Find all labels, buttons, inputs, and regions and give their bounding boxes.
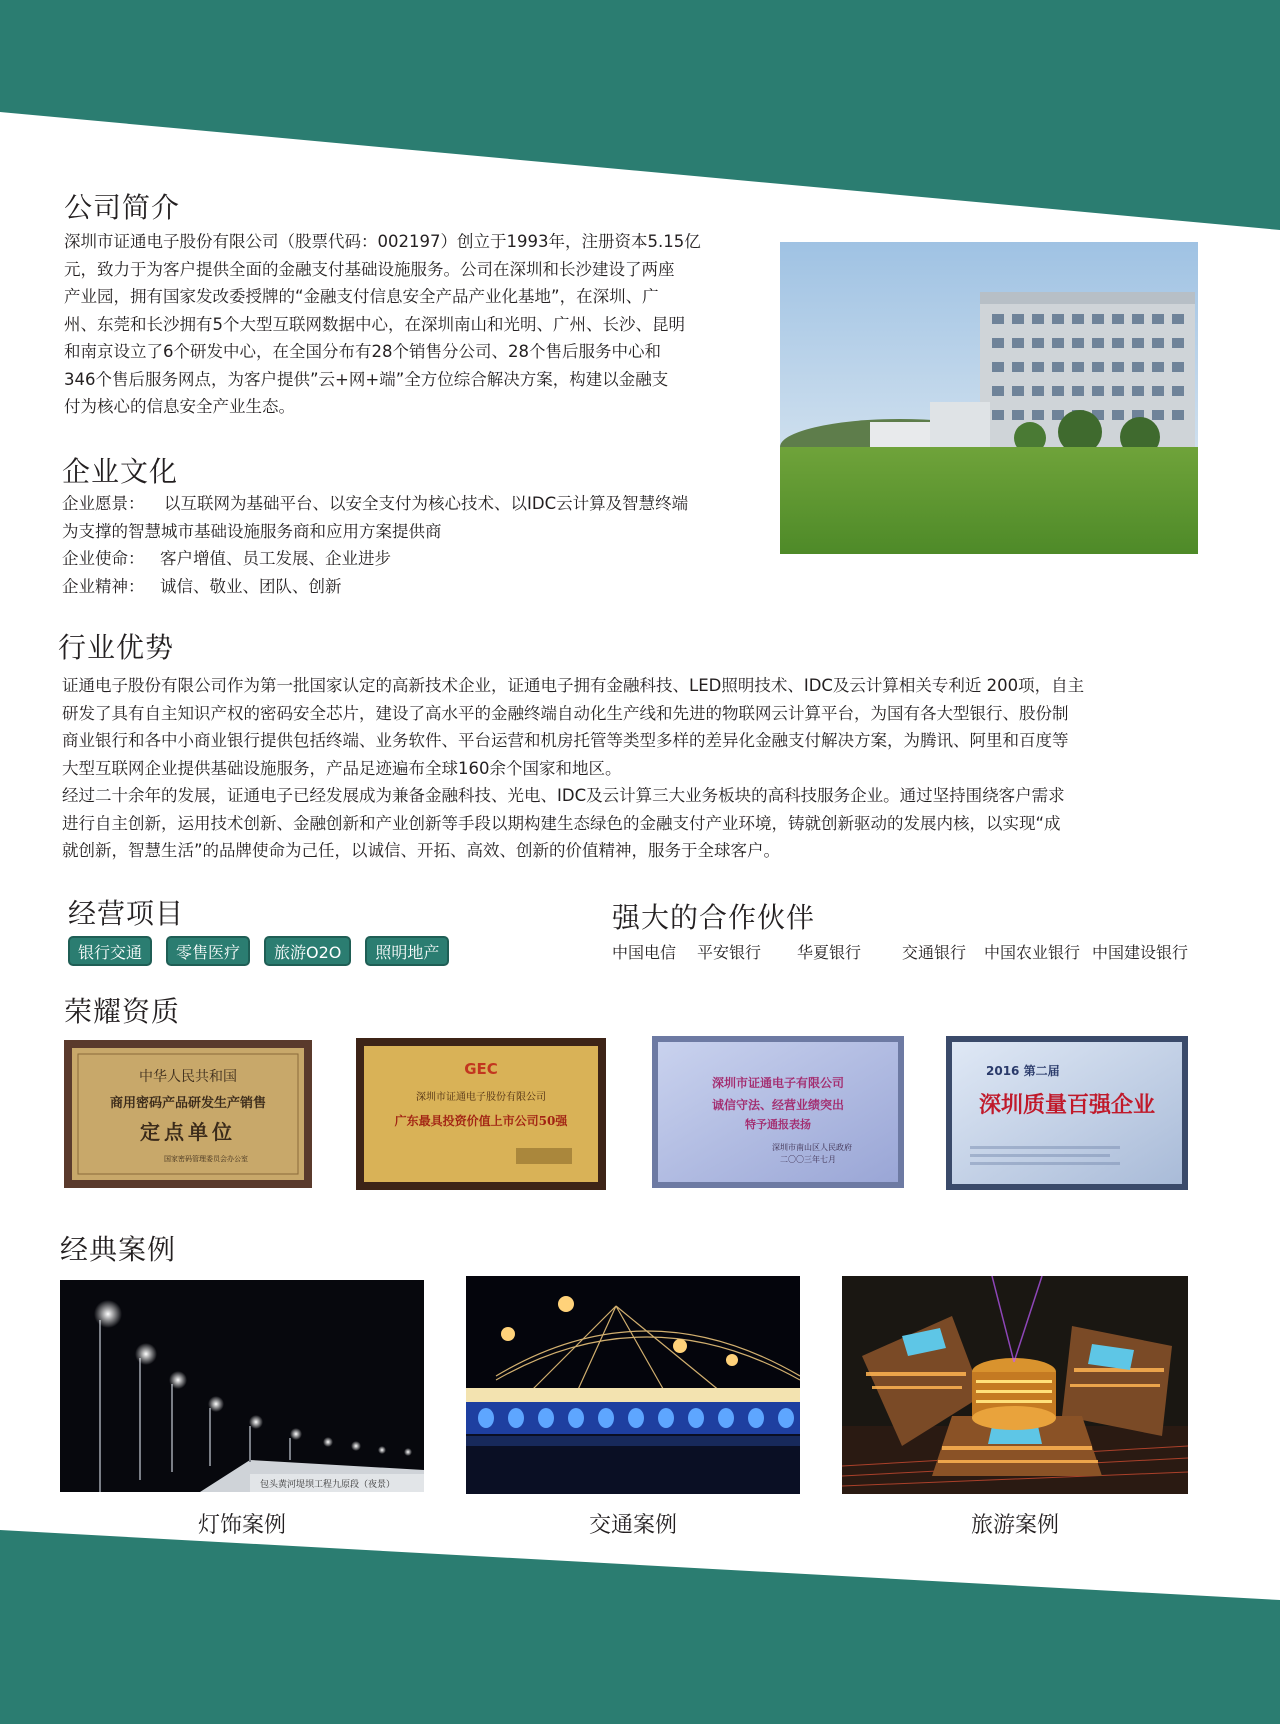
case-caption: 灯饰案例: [197, 1513, 286, 1538]
case-photo-traffic: [466, 1276, 800, 1494]
advantage-line: 商业银行和各中小商业银行提供包括终端、业务软件、平台运营和机房托管等类型多样的差异化金融支付解决方案，为腾讯、阿里和百度等: [62, 731, 1069, 750]
vision-text: 以互联网为基础平台、以安全支付为核心技术、以IDC云计算及智慧终端: [164, 494, 689, 513]
business-tag: 银行交通: [68, 936, 152, 966]
case-caption: 交通案例: [588, 1513, 677, 1538]
intro-line: 346个售后服务网点，为客户提供”云+网+端”全方位综合解决方案，构建以金融支: [64, 369, 669, 389]
business-tag: 照明地产: [365, 936, 449, 966]
culture-vision: [62, 490, 762, 545]
intro-line: 元，致力于为客户提供全面的金融支付基础设施服务。公司在深圳和长沙建设了两座: [64, 259, 675, 279]
plaque1-line3: 定点单位: [140, 1120, 236, 1144]
vision-label: 企业愿景：: [62, 494, 145, 513]
intro-title: 公司简介: [64, 191, 181, 224]
case-caption: 旅游案例: [970, 1513, 1059, 1538]
culture-spirit: [62, 573, 342, 601]
business-tags: [68, 936, 449, 966]
partner-name: 平安银行: [697, 943, 762, 962]
culture-mission: [62, 545, 391, 573]
plaque4-main: 深圳质量百强企业: [978, 1093, 1155, 1118]
spirit-label: 企业精神：: [62, 577, 145, 596]
plaque3-line3: 特予通报表扬: [745, 1118, 811, 1131]
plaque3-foot2: 二〇〇三年七月: [780, 1155, 836, 1164]
business-tag: 旅游O2O: [264, 936, 351, 966]
partner-name: 交通银行: [902, 943, 967, 962]
certificate-plaque-3: [652, 1036, 904, 1188]
plaque3-foot1: 深圳市南山区人民政府: [772, 1143, 852, 1152]
certificate-plaque-1: [64, 1040, 312, 1188]
culture-title: 企业文化: [62, 455, 179, 488]
advantage-text: [62, 672, 1222, 865]
honors-title: 荣耀资质: [64, 995, 181, 1028]
plaque2-line1: 深圳市证通电子股份有限公司: [416, 1092, 546, 1103]
vision-text-cont: 为支撑的智慧城市基础设施服务商和应用方案提供商: [62, 521, 442, 541]
partner-name: 中国农业银行: [984, 943, 1081, 962]
plaque1-foot: 国家密码管理委员会办公室: [164, 1155, 248, 1163]
business-tag: 零售医疗: [166, 936, 250, 966]
gec-logo-icon: GEC: [464, 1060, 498, 1078]
case-photo-label: 包头黄河堤坝工程九原段（夜景）: [260, 1480, 396, 1490]
intro-line: 付为核心的信息安全产业生态。: [64, 397, 295, 416]
plaque3-line2: 诚信守法、经营业绩突出: [711, 1098, 844, 1112]
advantage-line: 研发了具有自主知识产权的密码安全芯片，建设了高水平的金融终端自动化生产线和先进的物联网云计算平台，为国有各大型银行、股份制: [62, 703, 1069, 723]
cases-title: 经典案例: [60, 1233, 177, 1266]
certificate-plaque-2: [356, 1038, 606, 1190]
partners-title: 强大的合作伙伴: [612, 901, 816, 934]
intro-line: 和南京设立了6个研发中心，在全国分布有28个销售分公司、28个售后服务中心和: [64, 342, 661, 361]
top-teal-band: [0, 0, 1280, 232]
mission-text: 客户增值、员工发展、企业进步: [160, 549, 391, 568]
partner-name: 中国电信: [612, 943, 677, 962]
plaque3-line1: 深圳市证通电子有限公司: [711, 1076, 844, 1090]
plaque2-seal: [516, 1148, 572, 1164]
intro-line: 产业园，拥有国家发改委授牌的“金融支付信息安全产品产业化基地”，在深圳、广: [64, 287, 659, 306]
advantage-line: 就创新，智慧生活”的品牌使命为己任，以诚信、开拓、高效、创新的价值精神，服务于全球客户。: [62, 841, 781, 860]
plaque2-line2: 广东最具投资价值上市公司50强: [394, 1114, 568, 1128]
plaque1-line1: 中华人民共和国: [139, 1069, 237, 1085]
partner-name: 中国建设银行: [1092, 943, 1189, 962]
intro-line: 深圳市证通电子股份有限公司（股票代码：002197）创立于1993年，注册资本5.15亿: [64, 232, 701, 251]
advantage-line: 经过二十余年的发展，证通电子已经发展成为兼备金融科技、光电、IDC及云计算三大业务板块的高科技服务企业。通过坚持围绕客户需求: [62, 786, 1065, 805]
campus-photo: [780, 242, 1198, 554]
intro-text: [64, 228, 764, 421]
partner-name: 华夏银行: [797, 943, 862, 962]
case-photo-lighting: [60, 1280, 424, 1492]
mission-label: 企业使命：: [62, 549, 145, 568]
advantage-line: 大型互联网企业提供基础设施服务，产品足迹遍布全球160余个国家和地区。: [62, 758, 622, 778]
case-photo-tourism: [842, 1276, 1188, 1494]
bottom-teal-band: [0, 1530, 1280, 1724]
advantage-line: 进行自主创新，运用技术创新、金融创新和产业创新等手段以期构建生态绿色的金融支付产业环境，铸就创新驱动的发展内核，以实现“成: [62, 813, 1061, 833]
plaque1-line2: 商用密码产品研发生产销售: [109, 1096, 266, 1111]
business-title: 经营项目: [68, 897, 185, 930]
spirit-text: 诚信、敬业、团队、创新: [160, 577, 342, 596]
plaque4-year: 2016 第二届: [986, 1064, 1060, 1078]
advantage-line: 证通电子股份有限公司作为第一批国家认定的高新技术企业，证通电子拥有金融科技、LED照明技术、IDC及云计算相关专利近 200项，自主: [62, 676, 1085, 695]
intro-line: 州、东莞和长沙拥有5个大型互联网数据中心，在深圳南山和光明、广州、长沙、昆明: [64, 314, 685, 334]
advantage-title: 行业优势: [58, 631, 175, 664]
certificate-plaque-4: [946, 1036, 1188, 1190]
